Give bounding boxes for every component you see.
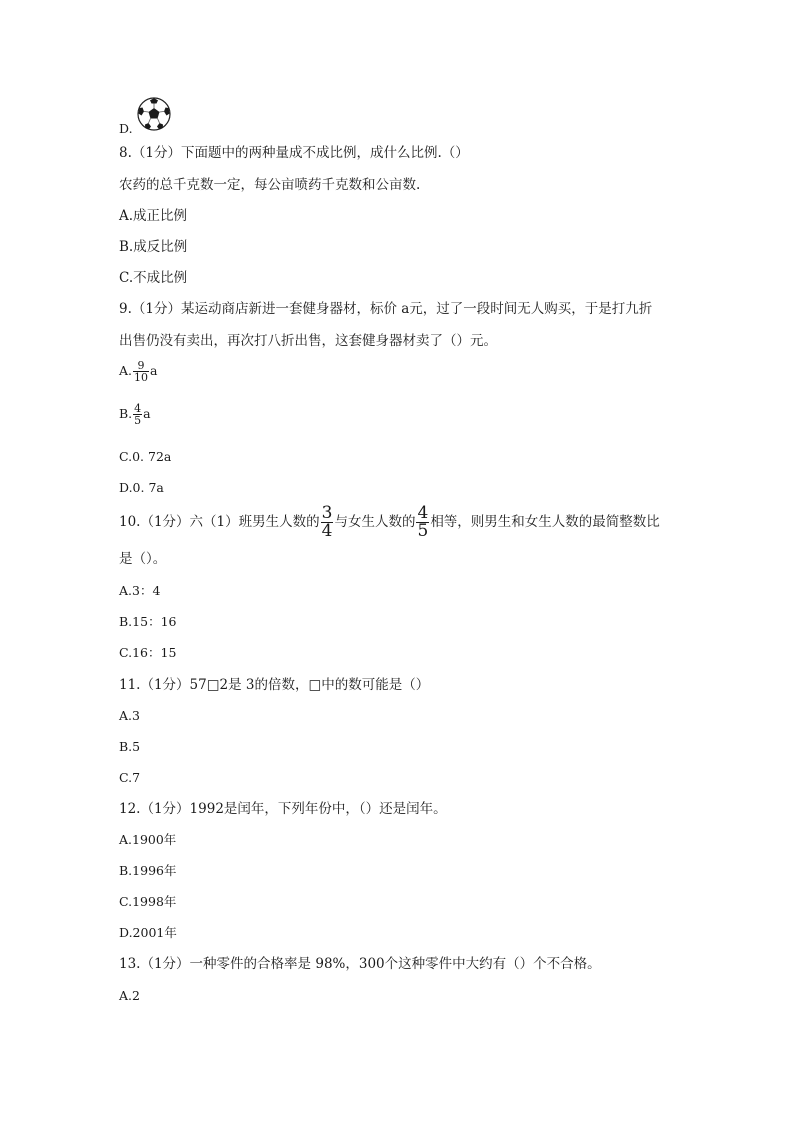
q10-fraction-2-numerator: 4: [417, 503, 429, 523]
q9-option-c: C.0. 72a: [119, 449, 172, 464]
q12-option-c: C.1998年: [119, 894, 177, 909]
q10-fraction-1-numerator: 3: [321, 503, 333, 523]
q10-fraction-1-denominator: 4: [321, 521, 333, 541]
q9-stem-line1: 9.（1分）某运动商店新进一套健身器材，标价 a元，过了一段时间无人购买，于是打九折: [119, 301, 653, 317]
q13-stem: 13.（1分）一种零件的合格率是 98%，300个这种零件中大约有（）个不合格。: [119, 956, 601, 972]
q12-option-d: D.2001年: [119, 925, 177, 940]
q11-option-c: C.7: [119, 770, 141, 785]
q9-option-b-label: B.: [119, 406, 133, 421]
q10-stem-line1: [119, 505, 660, 540]
q10-fraction-2-denominator: 5: [417, 521, 429, 541]
q9-option-b-denominator: 5: [134, 414, 142, 427]
q8-stem: 8.（1分）下面题中的两种量成不成比例，成什么比例.（）: [119, 145, 469, 161]
q10-stem-part2: 与女生人数的: [334, 514, 416, 530]
q9-option-b-suffix: a: [143, 406, 151, 421]
q9-option-b-numerator: 4: [134, 402, 142, 415]
q8-context: 农药的总千克数一定，每公亩喷药千克数和公亩数.: [119, 177, 421, 193]
q9-option-d: D.0. 7a: [119, 480, 164, 495]
q12-stem: 12.（1分）1992是闰年，下列年份中，（）还是闰年。: [119, 801, 447, 817]
q10-stem-part3: 相等，则男生和女生人数的最简整数比: [430, 514, 660, 530]
q13-option-a: A.2: [119, 988, 140, 1003]
q9-option-a-fraction: [133, 360, 149, 383]
q12-option-b: B.1996年: [119, 863, 177, 878]
q8-option-a: A.成正比例: [119, 208, 188, 224]
q11-option-a: A.3: [119, 708, 140, 723]
q10-option-a: A.3：4: [119, 583, 161, 598]
q11-stem: 11.（1分）57□2是 3的倍数，□中的数可能是（）: [119, 677, 430, 693]
q12-option-a: A.1900年: [119, 832, 177, 847]
q9-option-a-suffix: a: [150, 363, 158, 378]
q10-option-b: B.15：16: [119, 614, 177, 629]
q9-option-b-fraction: [133, 403, 142, 426]
q9-option-a-numerator: 9: [133, 360, 149, 372]
q9-stem-line2: 出售仍没有卖出，再次打八折出售，这套健身器材卖了（）元。: [119, 333, 497, 349]
q11-option-b: B.5: [119, 739, 141, 754]
q10-stem-part1: 10.（1分）六（1）班男生人数的: [119, 514, 320, 530]
q8-option-c: C.不成比例: [119, 270, 188, 286]
soccer-ball-icon: [137, 97, 171, 131]
q10-fraction-1: [321, 505, 334, 540]
q7-option-d-label: D.: [119, 121, 133, 136]
q10-fraction-2: [416, 505, 429, 540]
q8-option-b: B.成反比例: [119, 239, 188, 255]
q10-stem-line2: 是（）。: [119, 551, 167, 567]
q9-option-a: [119, 360, 157, 383]
q9-option-a-denominator: 10: [134, 371, 149, 384]
q9-option-a-label: A.: [119, 363, 133, 378]
q10-option-c: C.16：15: [119, 645, 177, 660]
q9-option-b: [119, 403, 151, 426]
